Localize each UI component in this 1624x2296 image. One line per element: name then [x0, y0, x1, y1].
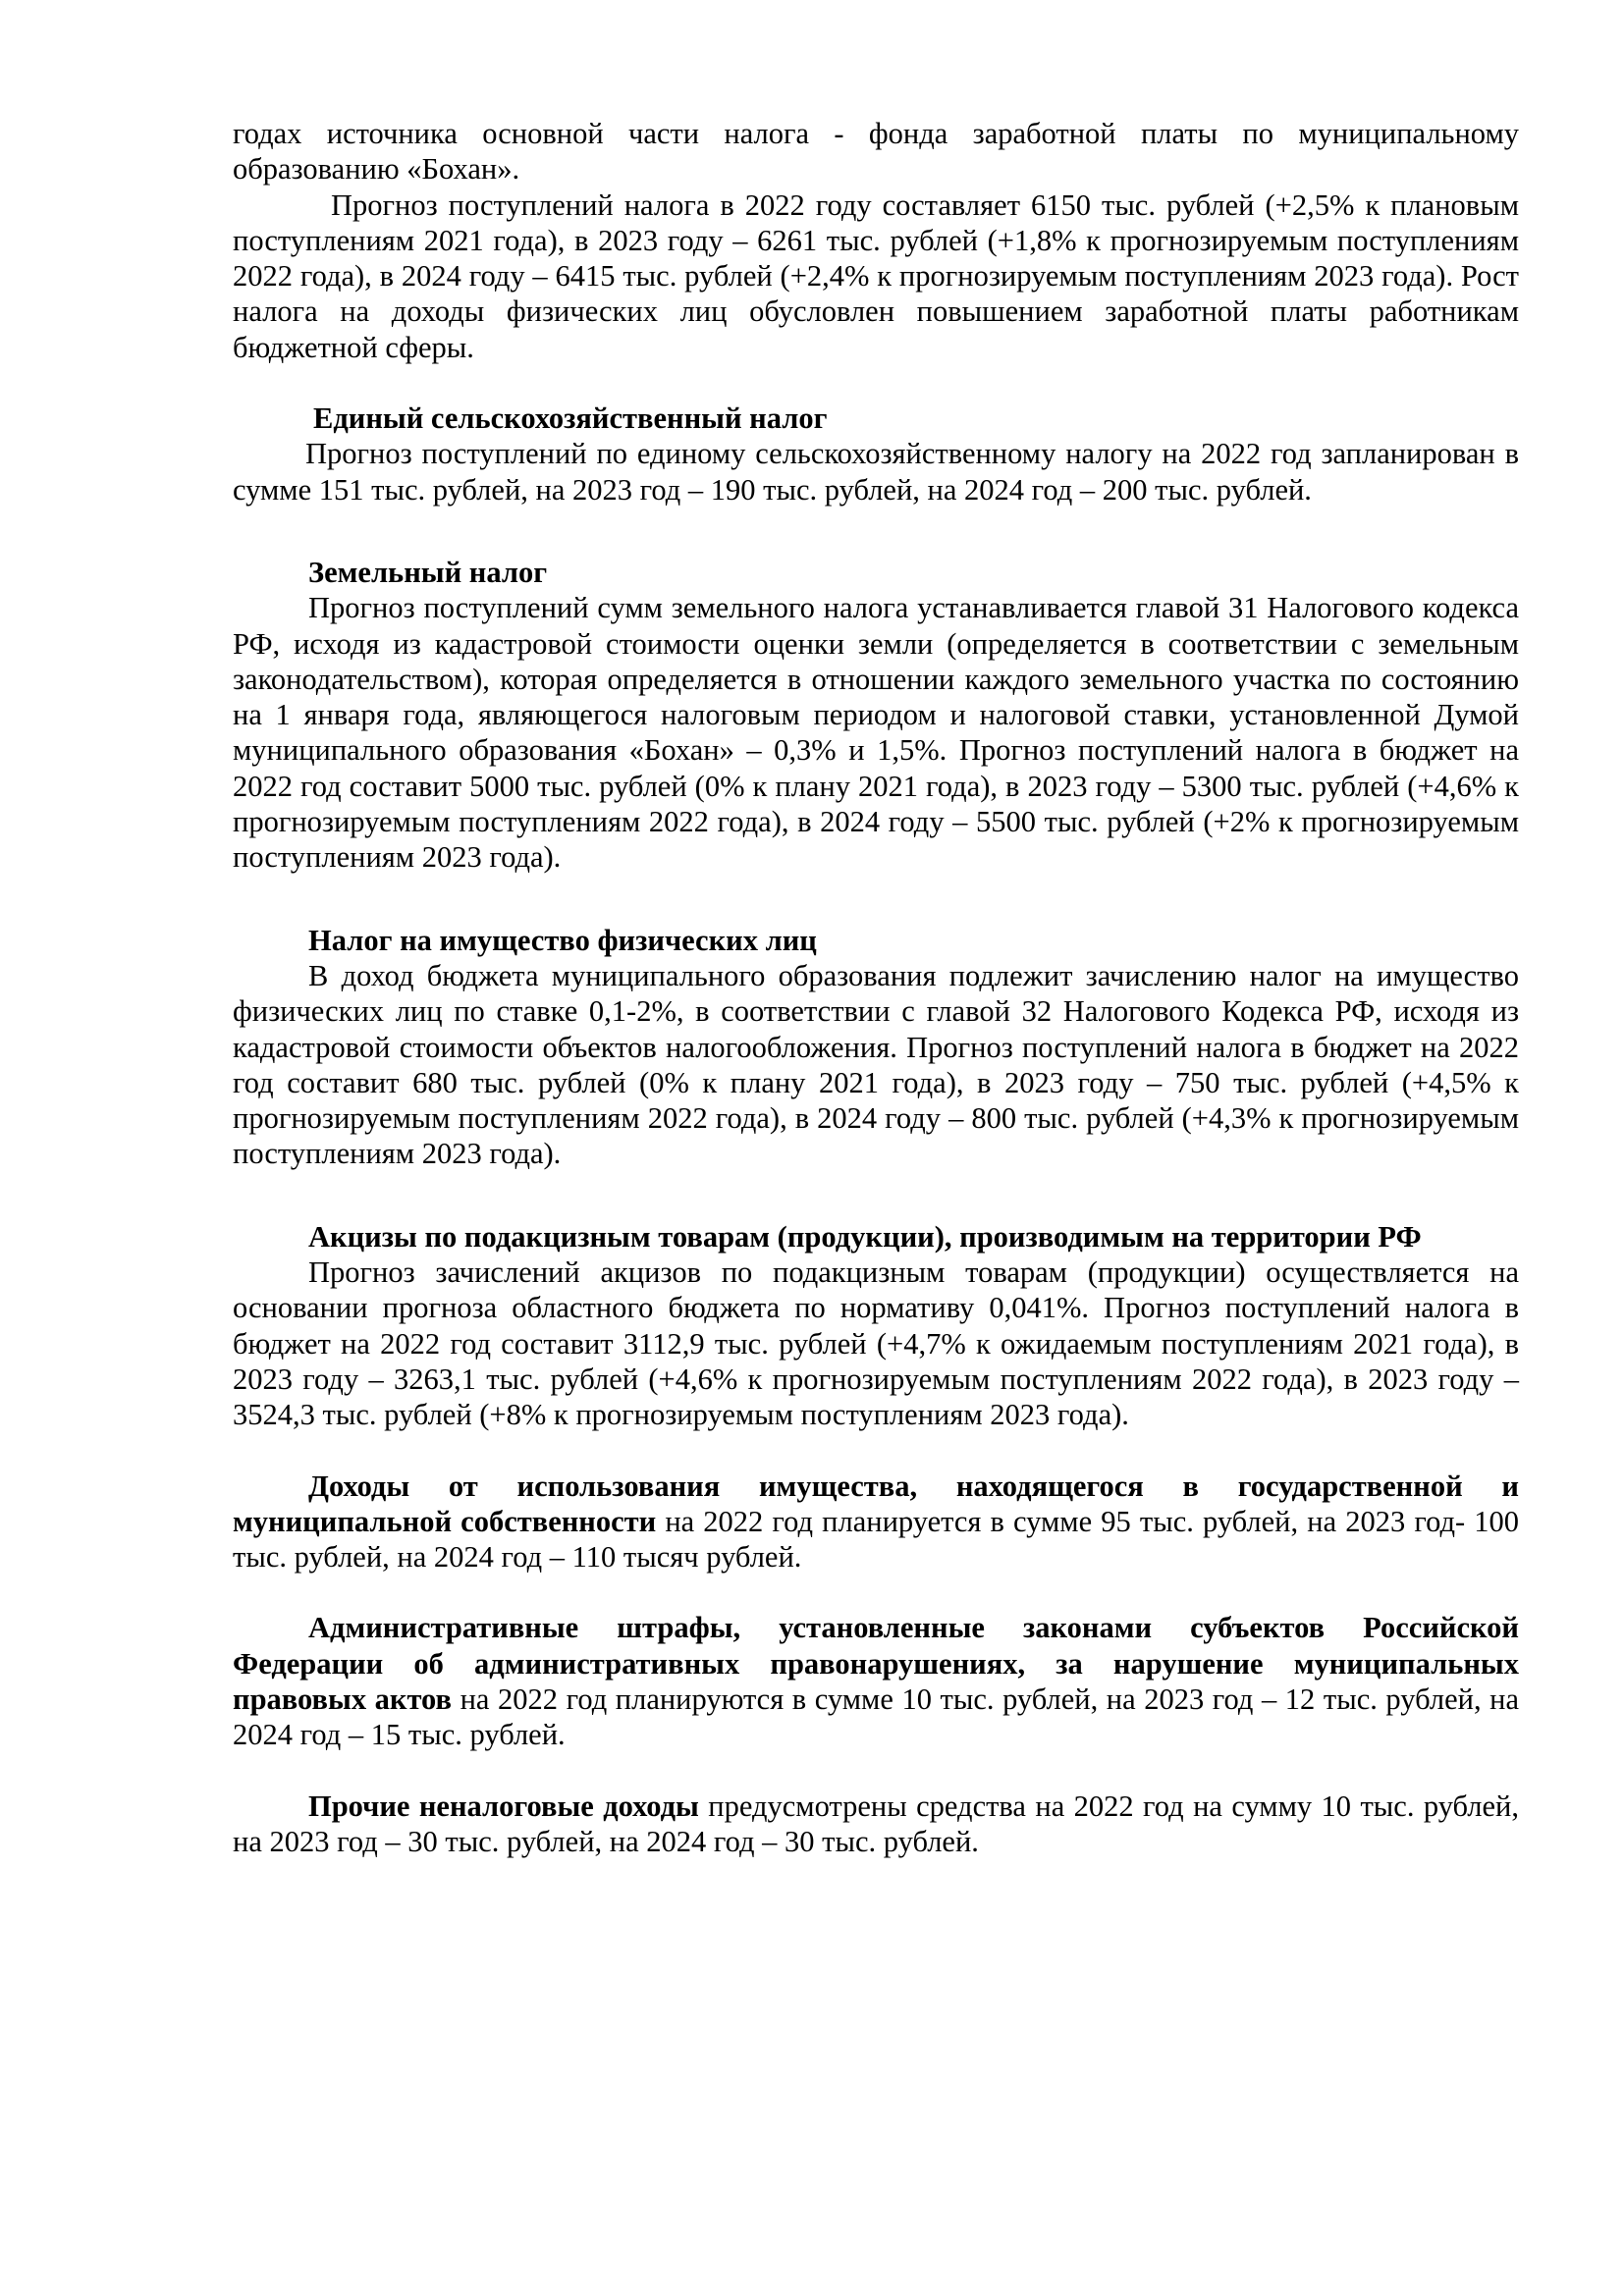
- fines-text: на 2022 год планируются в сумме 10 тыс. рублей, на 2023 год – 12 тыс. рублей, на 2024 год – 15 тыс. рублей.: [233, 1682, 1519, 1752]
- fines-paragraph: [233, 1610, 1519, 1752]
- excise-heading: Акцизы по подакцизным товарам (продукции), производимым на территории РФ: [308, 1219, 1422, 1254]
- esn-paragraph: Прогноз поступлений по единому сельскохозяйственному налогу на 2022 год запланирован в сумме 151 тыс. рублей, на 2023 год – 190 тыс. рублей, на 2024 год – 200 тыс. рублей.: [233, 437, 1519, 507]
- land-tax-heading: Земельный налог: [308, 555, 548, 589]
- document-page: [233, 116, 1519, 1859]
- esn-heading: Единый сельскохозяйственный налог: [313, 401, 828, 436]
- excise-paragraph: Прогноз зачислений акцизов по подакцизным товарам (продукции) осуществляется на основании прогноза областного бюджета по нормативу 0,041%. Прогноз поступлений налога в бюджет на 2022 год составит 3112,9 тыс. рублей (+4,7% к ожидаемым поступлениям 2021 года), в 2023 году – 3263,1 тыс. рублей (+4,6% к прогнозируемым поступлениям 2022 года), в 2023 году – 3524,3 тыс. рублей (+8% к прогнозируемым поступлениям 2023 года).: [233, 1255, 1519, 1432]
- ndfl-continuation-paragraph: годах источника основной части налога - фонда заработной платы по муниципальному образованию «Бохан».: [233, 117, 1519, 187]
- property-income-paragraph: [233, 1468, 1519, 1575]
- property-income-text: на 2022 год планируется в сумме 95 тыс. рублей, на 2023 год- 100 тыс. рублей, на 2024 год – 110 тысяч рублей.: [233, 1504, 1519, 1575]
- land-tax-paragraph: Прогноз поступлений сумм земельного налога устанавливается главой 31 Налогового кодекса РФ, исходя из кадастровой стоимости оценки земли (определяется в соответствии с земельным законодательством), которая определяется в отношении каждого земельного участка по состоянию на 1 января года, являющегося налоговым периодом и налоговой ставки, установленной Думой муниципального образования «Бохан» – 0,3% и 1,5%. Прогноз поступлений налога в бюджет на 2022 год составит 5000 тыс. рублей (0% к плану 2021 года), в 2023 году – 5300 тыс. рублей (+4,6% к прогнозируемым поступлениям 2022 года), в 2024 году – 5500 тыс. рублей (+2% к прогнозируемым поступлениям 2023 года).: [233, 591, 1519, 875]
- other-income-lead: Прочие неналоговые доходы: [308, 1789, 699, 1823]
- property-income-lead: Доходы от использования имущества, находящегося в государственной и муниципальной собственности: [233, 1468, 1519, 1538]
- other-income-text: предусмотрены средства на 2022 год на сумму 10 тыс. рублей, на 2023 год – 30 тыс. рублей, на 2024 год – 30 тыс. рублей.: [233, 1789, 1520, 1858]
- property-tax-paragraph: В доход бюджета муниципального образования подлежит зачислению налог на имущество физических лиц по ставке 0,1-2%, в соответствии с главой 32 Налогового Кодекса РФ, исходя из кадастровой стоимости объектов налогообложения. Прогноз поступлений налога в бюджет на 2022 год составит 680 тыс. рублей (0% к плану 2021 года), в 2023 году – 750 тыс. рублей (+4,5% к прогнозируемым поступлениям 2022 года), в 2024 году – 800 тыс. рублей (+4,3% к прогнозируемым поступлениям 2023 года).: [233, 958, 1519, 1171]
- ndfl-forecast-paragraph: Прогноз поступлений налога в 2022 году составляет 6150 тыс. рублей (+2,5% к плановым поступлениям 2021 года), в 2023 году – 6261 тыс. рублей (+1,8% к прогнозируемым поступлениям 2022 года), в 2024 году – 6415 тыс. рублей (+2,4% к прогнозируемым поступлениям 2023 года). Рост налога на доходы физических лиц обусловлен повышением заработной платы работникам бюджетной сферы.: [233, 187, 1519, 364]
- other-income-paragraph: [233, 1789, 1519, 1860]
- property-tax-heading: Налог на имущество физических лиц: [308, 923, 817, 957]
- fines-lead: Административные штрафы, установленные законами субъектов Российской Федерации об административных правонарушениях, за нарушение муниципальных правовых актов: [233, 1611, 1519, 1716]
